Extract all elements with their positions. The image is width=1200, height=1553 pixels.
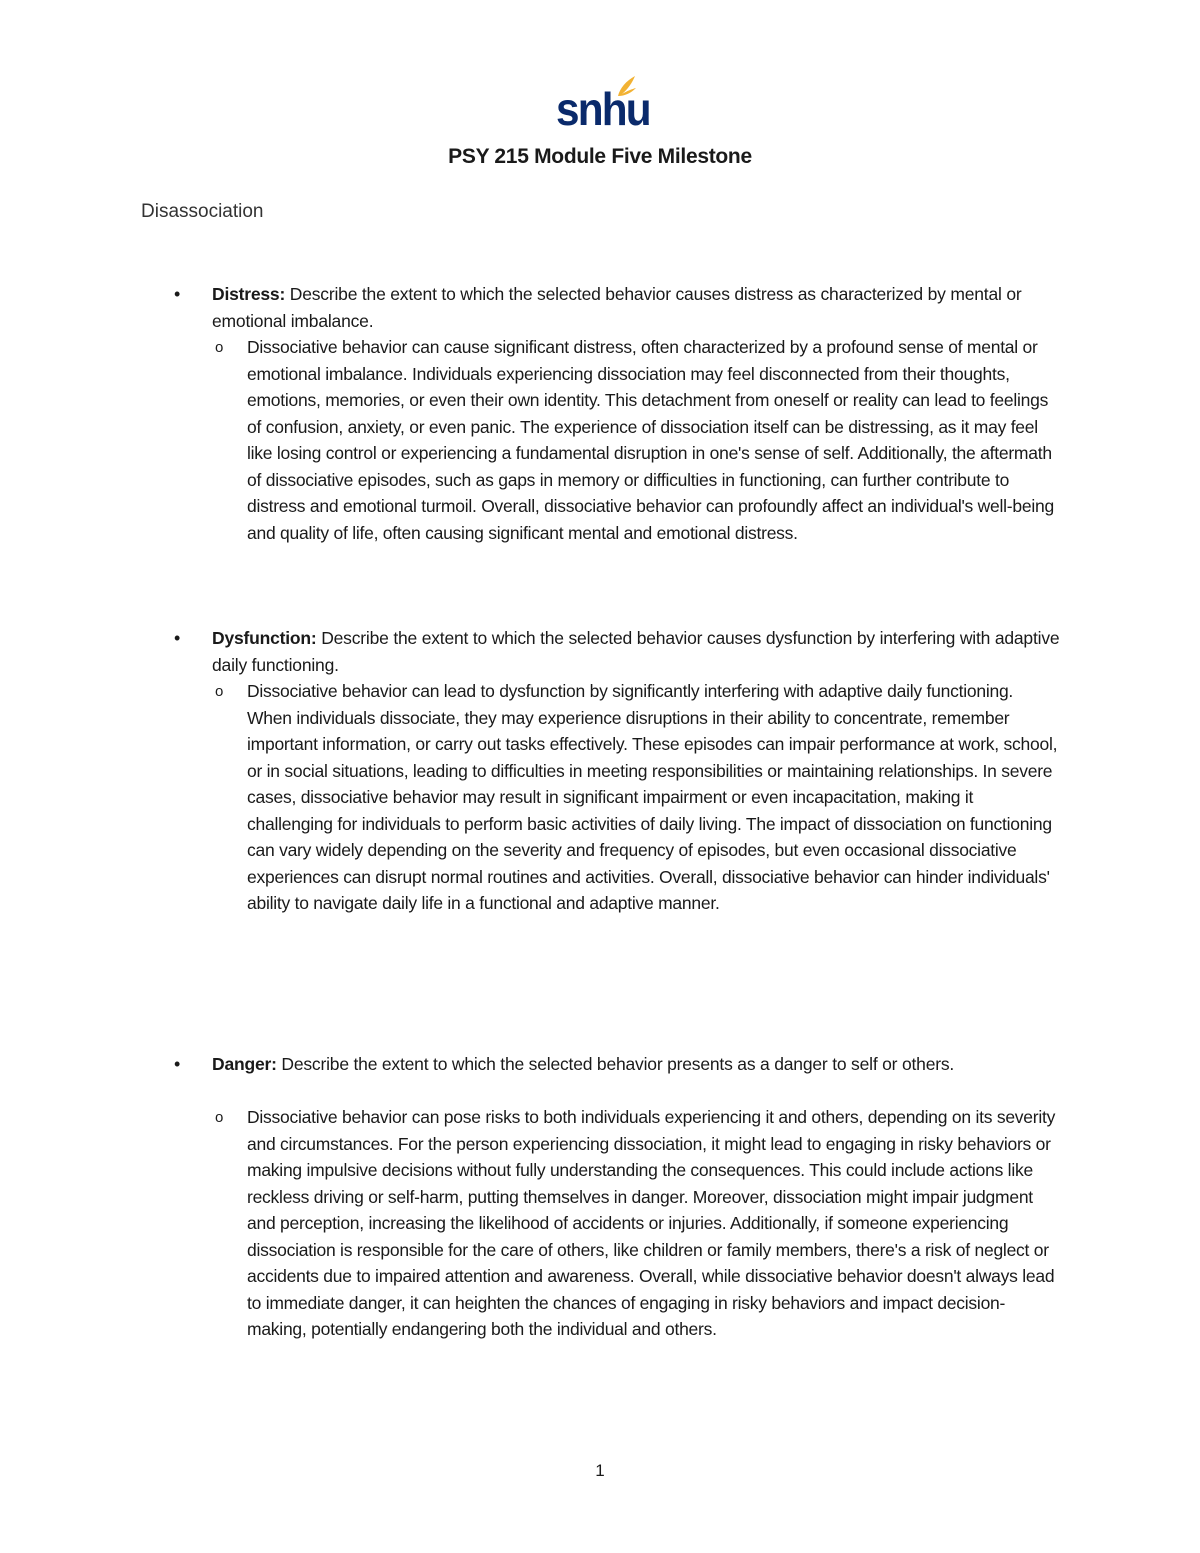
prompt-label: Distress: [212,284,286,304]
prompt-text: Describe the extent to which the selected behavior causes dysfunction by interfering with adaptive daily functioning. [212,628,1060,675]
prompt-label: Dysfunction: [212,628,317,648]
prompt-label: Danger: [212,1054,277,1074]
snhu-logo [556,72,650,135]
prompt-distress [212,281,1062,334]
bullet-icon: • [174,284,181,304]
answer-distress: Dissociative behavior can cause significant distress, often characterized by a profound sense of mental or emotional imbalance. Individuals experiencing dissociation may feel disconnected from their thoughts, emotions, memories, or even their own identity. This detachment from oneself or reality can lead to feelings of confusion, anxiety, or even panic. The experience of dissociation itself can be distressing, as it may feel like losing control or experiencing a fundamental disruption in one's sense of self. Additionally, the aftermath of dissociative episodes, such as gaps in memory or difficulties in functioning, can further contribute to distress and emotional turmoil. Overall, dissociative behavior can profoundly affect an individual's well-being and quality of life, often causing significant mental and emotional distress. [247,337,1054,543]
bullet-icon: • [174,628,181,648]
prompt-danger [212,1051,1062,1078]
page-title: PSY 215 Module Five Milestone [448,145,752,168]
bullet-icon: • [174,1054,181,1074]
page-number: 1 [595,1461,605,1480]
sub-bullet-icon: o [215,1109,224,1126]
sub-bullet-icon: o [215,339,224,356]
prompt-text: Describe the extent to which the selected behavior presents as a danger to self or others. [276,1054,955,1074]
answer-danger: Dissociative behavior can pose risks to both individuals experiencing it and others, depending on its severity and circumstances. For the person experiencing dissociation, it might lead to engaging in risky behaviors or making impulsive decisions without fully understanding the consequences. This could include actions like reckless driving or self-harm, putting themselves in danger. Moreover, dissociation might impair judgment and perception, increasing the likelihood of accidents or injuries. Additionally, if someone experiencing dissociation is responsible for the care of others, like children or family members, there's a risk of neglect or accidents due to impaired attention and awareness. Overall, while dissociative behavior doesn't always lead to immediate danger, it can heighten the chances of engaging in risky behaviors and impact decision-making, potentially endangering both the individual and others. [247,1107,1056,1339]
logo-wordmark: snhu [556,83,650,135]
prompt-dysfunction [212,625,1062,678]
sub-bullet-icon: o [215,683,224,700]
prompt-text: Describe the extent to which the selected behavior causes distress as characterized by mental or emotional imbalance. [212,284,1022,331]
topic-heading: Disassociation [141,201,264,222]
answer-dysfunction: Dissociative behavior can lead to dysfunction by significantly interfering with adaptive daily functioning. When individuals dissociate, they may experience disruptions in their ability to concentrate, remember important information, or carry out tasks effectively. These episodes can impair performance at work, school, or in social situations, leading to difficulties in meeting responsibilities or maintaining relationships. In severe cases, dissociative behavior may result in significant impairment or even incapacitation, making it challenging for individuals to perform basic activities of daily living. The impact of dissociation on functioning can vary widely depending on the severity and frequency of episodes, but even occasional dissociative experiences can disrupt normal routines and activities. Overall, dissociative behavior can hinder individuals' ability to navigate daily life in a functional and adaptive manner. [247,681,1058,913]
